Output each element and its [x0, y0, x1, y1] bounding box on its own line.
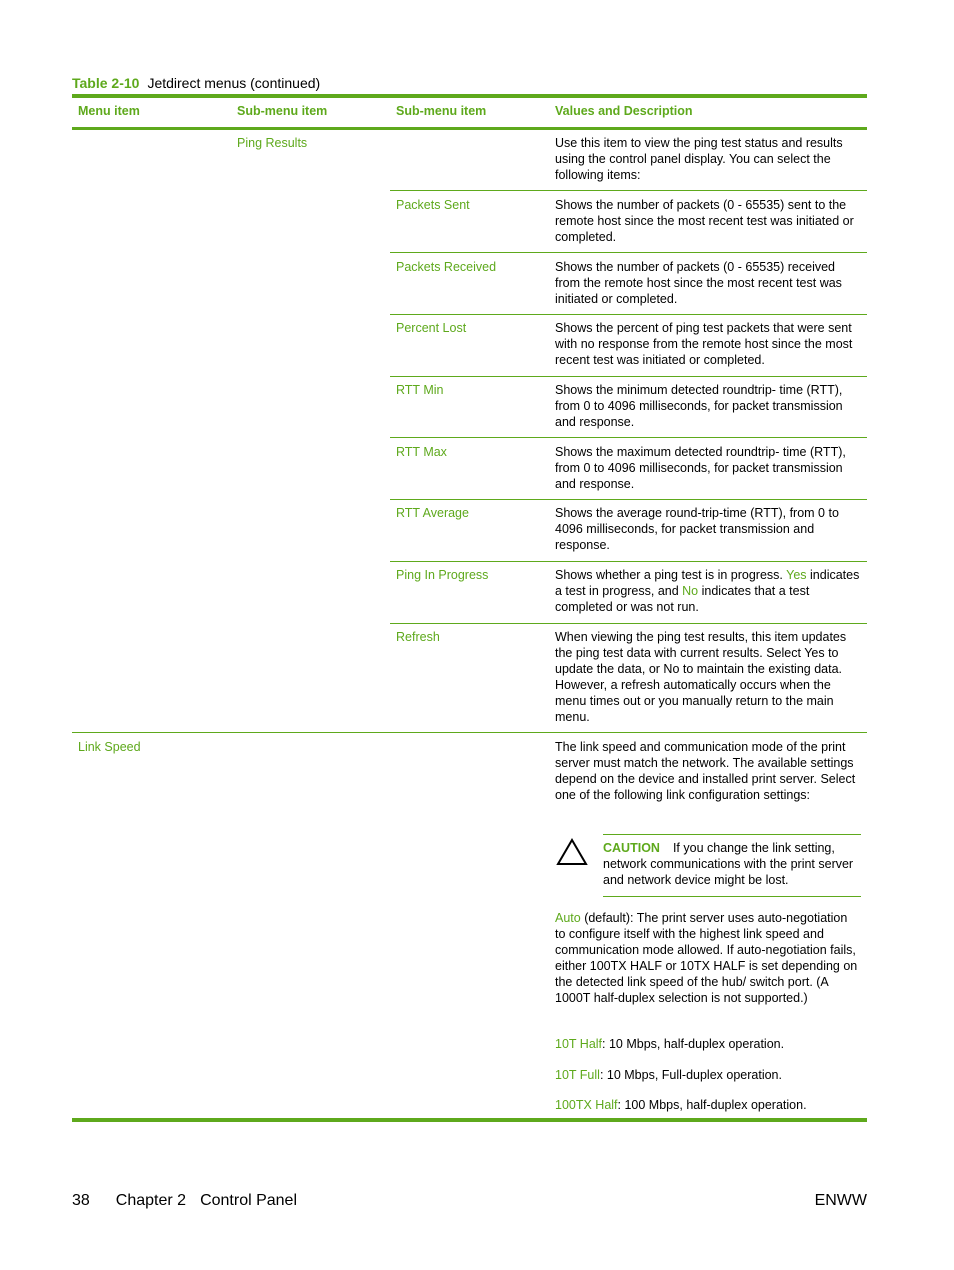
- 10t-half-option: 10T Half: 10 Mbps, half-duplex operation.: [555, 1037, 785, 1051]
- caution-label: CAUTION: [603, 841, 660, 855]
- 10t-full-label: 10T Full: [555, 1068, 600, 1082]
- yes-value: Yes: [786, 568, 807, 582]
- row-divider: [390, 499, 867, 500]
- 10t-full-option: 10T Full: 10 Mbps, Full-duplex operation.: [555, 1068, 782, 1082]
- refresh-desc: When viewing the ping test results, this item updates the ping test data with current results. Select Yes to update the data, or No to maintain the existing data. However, a refresh automatically occurs when the menu times out or you manually return to the main menu.: [555, 630, 847, 724]
- packets-sent-desc: Shows the number of packets (0 - 65535) sent to the remote host since the most recent test was initiated or completed.: [555, 198, 854, 244]
- edition-label: ENWW: [814, 1192, 867, 1209]
- rtt-average-label: RTT Average: [396, 506, 469, 520]
- caution-bottom-rule: [603, 896, 861, 897]
- header-values: Values and Description: [555, 104, 693, 118]
- 100tx-half-option: 100TX Half: 100 Mbps, half-duplex operation.: [555, 1098, 807, 1112]
- row-divider: [390, 314, 867, 315]
- packets-received-desc: Shows the number of packets (0 - 65535) received from the remote host since the most recent test was initiated or completed.: [555, 260, 842, 306]
- table-bottom-rule: [72, 1118, 867, 1122]
- percent-lost-label: Percent Lost: [396, 321, 467, 335]
- table-number: Table 2-10: [72, 75, 140, 91]
- ping-results-label: Ping Results: [237, 136, 308, 150]
- header-top-rule: [72, 94, 867, 98]
- ping-in-progress-label: Ping In Progress: [396, 568, 489, 582]
- rtt-min-label: RTT Min: [396, 383, 444, 397]
- row-divider: [390, 252, 867, 253]
- section-divider: [72, 732, 867, 733]
- 100tx-half-label: 100TX Half: [555, 1098, 618, 1112]
- section-label: Control Panel: [200, 1192, 298, 1209]
- table-caption: [72, 75, 320, 91]
- link-speed-label: Link Speed: [78, 740, 141, 754]
- page-number: 38: [72, 1192, 90, 1209]
- rtt-max-desc: Shows the maximum detected roundtrip- time (RTT), from 0 to 4096 milliseconds, for packet transmission and response.: [555, 445, 846, 491]
- rtt-average-desc: Shows the average round-trip-time (RTT), from 0 to 4096 milliseconds, for packet transmission and response.: [555, 506, 839, 552]
- page-footer-left: [72, 1192, 297, 1210]
- ping-in-progress-desc: Shows whether a ping test is in progress. Yes indicates a test in progress, and No indicates that a test completed or was not run.: [555, 568, 860, 614]
- row-divider: [390, 437, 867, 438]
- link-speed-desc: The link speed and communication mode of the print server must match the network. The available settings depend on the device and installed print server. Select one of the following link configuration settings:: [555, 740, 856, 802]
- caution-top-rule: [603, 834, 861, 835]
- packets-received-label: Packets Received: [396, 260, 497, 274]
- header-sub-menu-2: Sub-menu item: [396, 104, 487, 118]
- table-title: Jetdirect menus (continued): [147, 75, 321, 91]
- no-value: No: [682, 584, 699, 598]
- caution-note: [603, 840, 861, 888]
- header-sub-menu-1: Sub-menu item: [237, 104, 328, 118]
- auto-label: Auto: [555, 911, 581, 925]
- row-divider: [390, 190, 867, 191]
- chapter-label: Chapter 2: [115, 1192, 187, 1209]
- caution-text: If you change the link setting, network communications with the print server and network device might be lost.: [603, 841, 854, 887]
- row-divider: [390, 561, 867, 562]
- packets-sent-label: Packets Sent: [396, 198, 470, 212]
- auto-option: Auto (default): The print server uses auto-negotiation to configure itself with the highest link speed and communication mode allowed. If auto-negotiation fails, either 100TX HALF or 10TX HALF is set depending on the detected link speed of the hub/ switch port. (A 1000T half-duplex selection is not supported.): [555, 911, 858, 1005]
- row-divider: [390, 376, 867, 377]
- percent-lost-desc: Shows the percent of ping test packets that were sent with no response from the remote host since the most recent test was initiated or completed.: [555, 321, 853, 367]
- row-divider: [390, 623, 867, 624]
- 10t-half-label: 10T Half: [555, 1037, 603, 1051]
- caution-triangle-icon: [556, 838, 588, 866]
- header-menu-item: Menu item: [78, 104, 140, 118]
- rtt-max-label: RTT Max: [396, 445, 447, 459]
- rtt-min-desc: Shows the minimum detected roundtrip- time (RTT), from 0 to 4096 milliseconds, for packet transmission and response.: [555, 383, 843, 429]
- ping-results-desc: Use this item to view the ping test status and results using the control panel display. You can select the following items:: [555, 136, 843, 182]
- refresh-label: Refresh: [396, 630, 440, 644]
- header-bottom-rule: [72, 127, 867, 130]
